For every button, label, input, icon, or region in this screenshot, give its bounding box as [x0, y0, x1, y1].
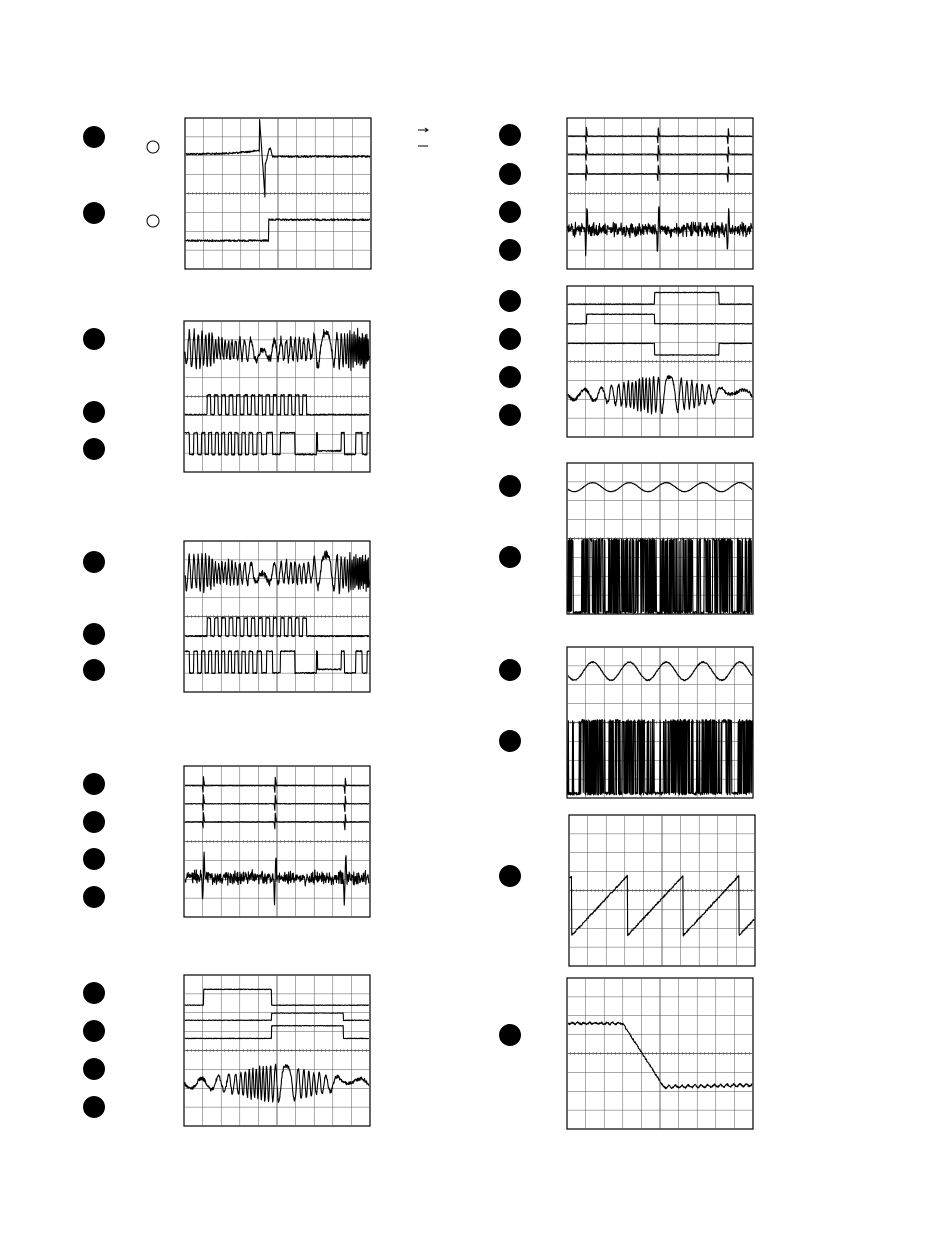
channel-marker — [499, 239, 521, 261]
scope-panel — [569, 815, 755, 966]
waveform-trace — [568, 539, 752, 613]
hollow-marker-2 — [147, 215, 159, 227]
channel-marker — [499, 366, 521, 388]
channel-marker — [83, 773, 105, 795]
scope-panel — [567, 978, 753, 1129]
channel-marker — [499, 730, 521, 752]
hollow-marker-1 — [147, 141, 159, 153]
scope-panel — [184, 766, 370, 917]
channel-marker — [499, 201, 521, 223]
channel-marker — [83, 1058, 105, 1080]
channel-marker — [83, 659, 105, 681]
channel-marker — [83, 126, 105, 148]
channel-marker — [499, 546, 521, 568]
channel-marker — [499, 659, 521, 681]
channel-marker — [83, 401, 105, 423]
channel-marker — [83, 1096, 105, 1118]
channel-marker — [499, 475, 521, 497]
channel-marker — [83, 1020, 105, 1042]
legend-marks — [418, 128, 428, 146]
channel-marker — [83, 811, 105, 833]
channel-marker — [83, 886, 105, 908]
channel-marker — [83, 848, 105, 870]
channel-marker — [499, 404, 521, 426]
scope-panel — [567, 118, 753, 269]
scope-panel — [184, 321, 370, 472]
channel-marker — [499, 290, 521, 312]
scope-panel — [184, 541, 370, 692]
scope-panel — [567, 647, 753, 798]
channel-marker — [83, 438, 105, 460]
channel-marker — [499, 328, 521, 350]
channel-marker — [83, 551, 105, 573]
channel-marker — [499, 124, 521, 146]
channel-marker — [83, 982, 105, 1004]
channel-marker — [499, 1024, 521, 1046]
channel-marker — [499, 865, 521, 887]
scope-panel — [184, 975, 370, 1126]
channel-marker — [83, 202, 105, 224]
scope-panel — [567, 286, 753, 437]
scope-panel — [567, 463, 753, 614]
channel-marker — [83, 623, 105, 645]
scope-panel — [185, 118, 371, 269]
channel-marker — [83, 328, 105, 350]
channel-marker — [499, 163, 521, 185]
